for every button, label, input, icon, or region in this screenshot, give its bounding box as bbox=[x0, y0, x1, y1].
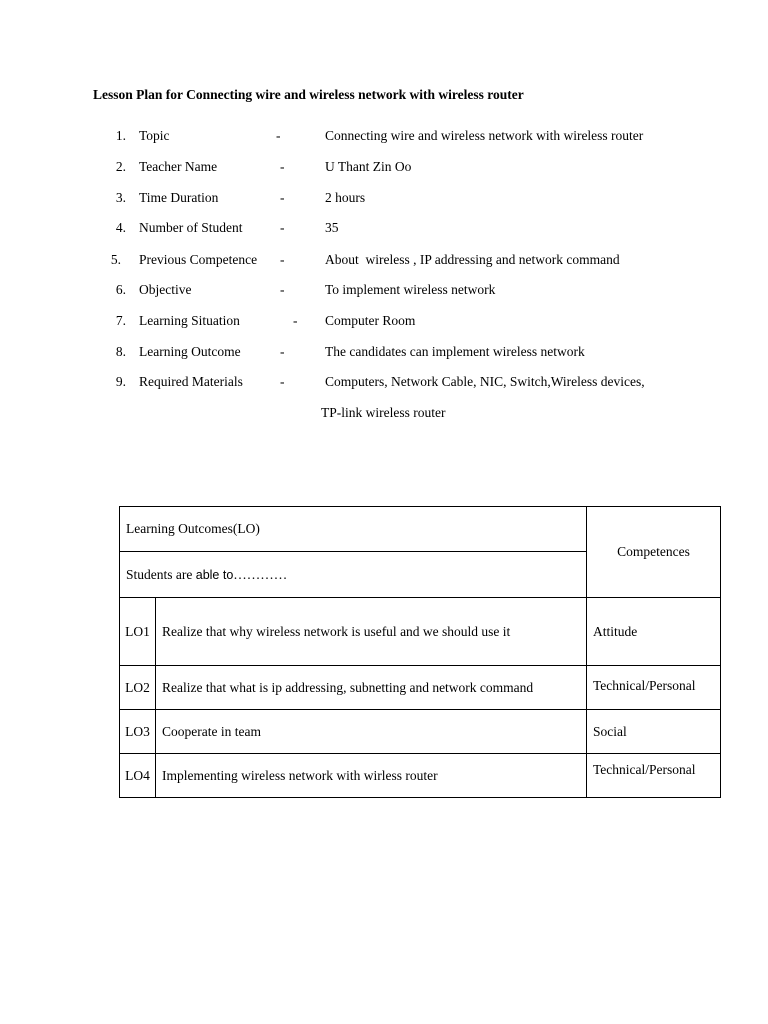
item-value: 35 bbox=[325, 220, 339, 235]
item-label: Teacher Name bbox=[139, 159, 218, 174]
item-value: U Thant Zin Oo bbox=[325, 159, 412, 174]
lo-description-cell: Realize that why wireless network is useful and we should use it bbox=[156, 598, 587, 666]
item-number: 2. bbox=[115, 159, 126, 174]
item-value: The candidates can implement wireless network bbox=[325, 344, 585, 359]
competences-header-cell: Competences bbox=[587, 507, 721, 598]
required-materials-continuation: TP-link wireless router bbox=[321, 405, 446, 420]
table-row bbox=[120, 710, 721, 754]
lo-id-cell: LO1 bbox=[120, 598, 156, 666]
list-item-time-duration bbox=[0, 190, 768, 208]
list-item-learning-situation bbox=[0, 313, 768, 331]
students-prefix: Students are bbox=[126, 566, 196, 582]
item-value: 2 hours bbox=[325, 190, 366, 205]
item-number: 9. bbox=[115, 374, 126, 389]
lo-header-cell: Learning Outcomes(LO) bbox=[120, 507, 587, 552]
item-value: To implement wireless network bbox=[325, 282, 496, 297]
lo-competence-cell: Attitude bbox=[587, 598, 721, 666]
item-value: Connecting wire and wireless network with wireless router bbox=[325, 128, 644, 143]
item-dash: - bbox=[280, 344, 285, 359]
item-label: Previous Competence bbox=[139, 252, 258, 267]
item-number: 5. bbox=[110, 252, 121, 267]
lo-description-cell: Realize that what is ip addressing, subnetting and network command bbox=[156, 666, 587, 710]
item-number: 6. bbox=[115, 282, 126, 297]
list-item-required-materials bbox=[0, 374, 768, 392]
table-row bbox=[120, 666, 721, 710]
lo-id-cell: LO3 bbox=[120, 710, 156, 754]
lo-description-cell: Implementing wireless network with wirless router bbox=[156, 754, 587, 798]
list-item-learning-outcome bbox=[0, 344, 768, 362]
item-number: 8. bbox=[115, 344, 126, 359]
learning-outcomes-table bbox=[119, 506, 721, 798]
item-label: Objective bbox=[139, 282, 192, 297]
table-row bbox=[120, 598, 721, 666]
item-label: Time Duration bbox=[139, 190, 219, 205]
list-item-objective bbox=[0, 282, 768, 300]
list-item-topic bbox=[0, 128, 768, 146]
item-value: About wireless , IP addressing and network command bbox=[325, 252, 620, 267]
list-item-number-of-student bbox=[0, 220, 768, 238]
item-dash: - bbox=[276, 128, 281, 143]
lo-id-cell: LO2 bbox=[120, 666, 156, 710]
item-number: 4. bbox=[115, 220, 126, 235]
item-dash: - bbox=[280, 374, 285, 389]
item-label: Number of Student bbox=[139, 220, 243, 235]
lo-competence-cell: Social bbox=[587, 710, 721, 754]
item-value: Computer Room bbox=[325, 313, 416, 328]
list-item-teacher-name bbox=[0, 159, 768, 177]
item-dash: - bbox=[280, 252, 285, 267]
item-dash: - bbox=[280, 159, 285, 174]
item-dash: - bbox=[280, 190, 285, 205]
item-number: 3. bbox=[115, 190, 126, 205]
lo-id-cell: LO4 bbox=[120, 754, 156, 798]
table-row bbox=[120, 754, 721, 798]
item-label: Required Materials bbox=[139, 374, 243, 389]
list-item-previous-competence bbox=[0, 252, 768, 270]
item-label: Topic bbox=[139, 128, 170, 143]
lo-competence-cell: Technical/Personal bbox=[587, 754, 721, 798]
lo-competence-cell: Technical/Personal bbox=[587, 666, 721, 710]
item-dash: - bbox=[293, 313, 298, 328]
item-dash: - bbox=[280, 220, 285, 235]
item-number: 7. bbox=[115, 313, 126, 328]
students-dots: ………… bbox=[233, 566, 288, 582]
item-dash: - bbox=[280, 282, 285, 297]
students-able-to: able to bbox=[195, 567, 234, 582]
document-title: Lesson Plan for Connecting wire and wireless network with wireless router bbox=[93, 87, 524, 102]
item-number: 1. bbox=[115, 128, 126, 143]
item-value: Computers, Network Cable, NIC, Switch,Wireless devices, bbox=[325, 374, 645, 389]
item-label: Learning Situation bbox=[139, 313, 240, 328]
students-cell bbox=[120, 552, 587, 598]
item-label: Learning Outcome bbox=[139, 344, 241, 359]
lo-description-cell: Cooperate in team bbox=[156, 710, 587, 754]
table-header-row bbox=[120, 507, 721, 552]
